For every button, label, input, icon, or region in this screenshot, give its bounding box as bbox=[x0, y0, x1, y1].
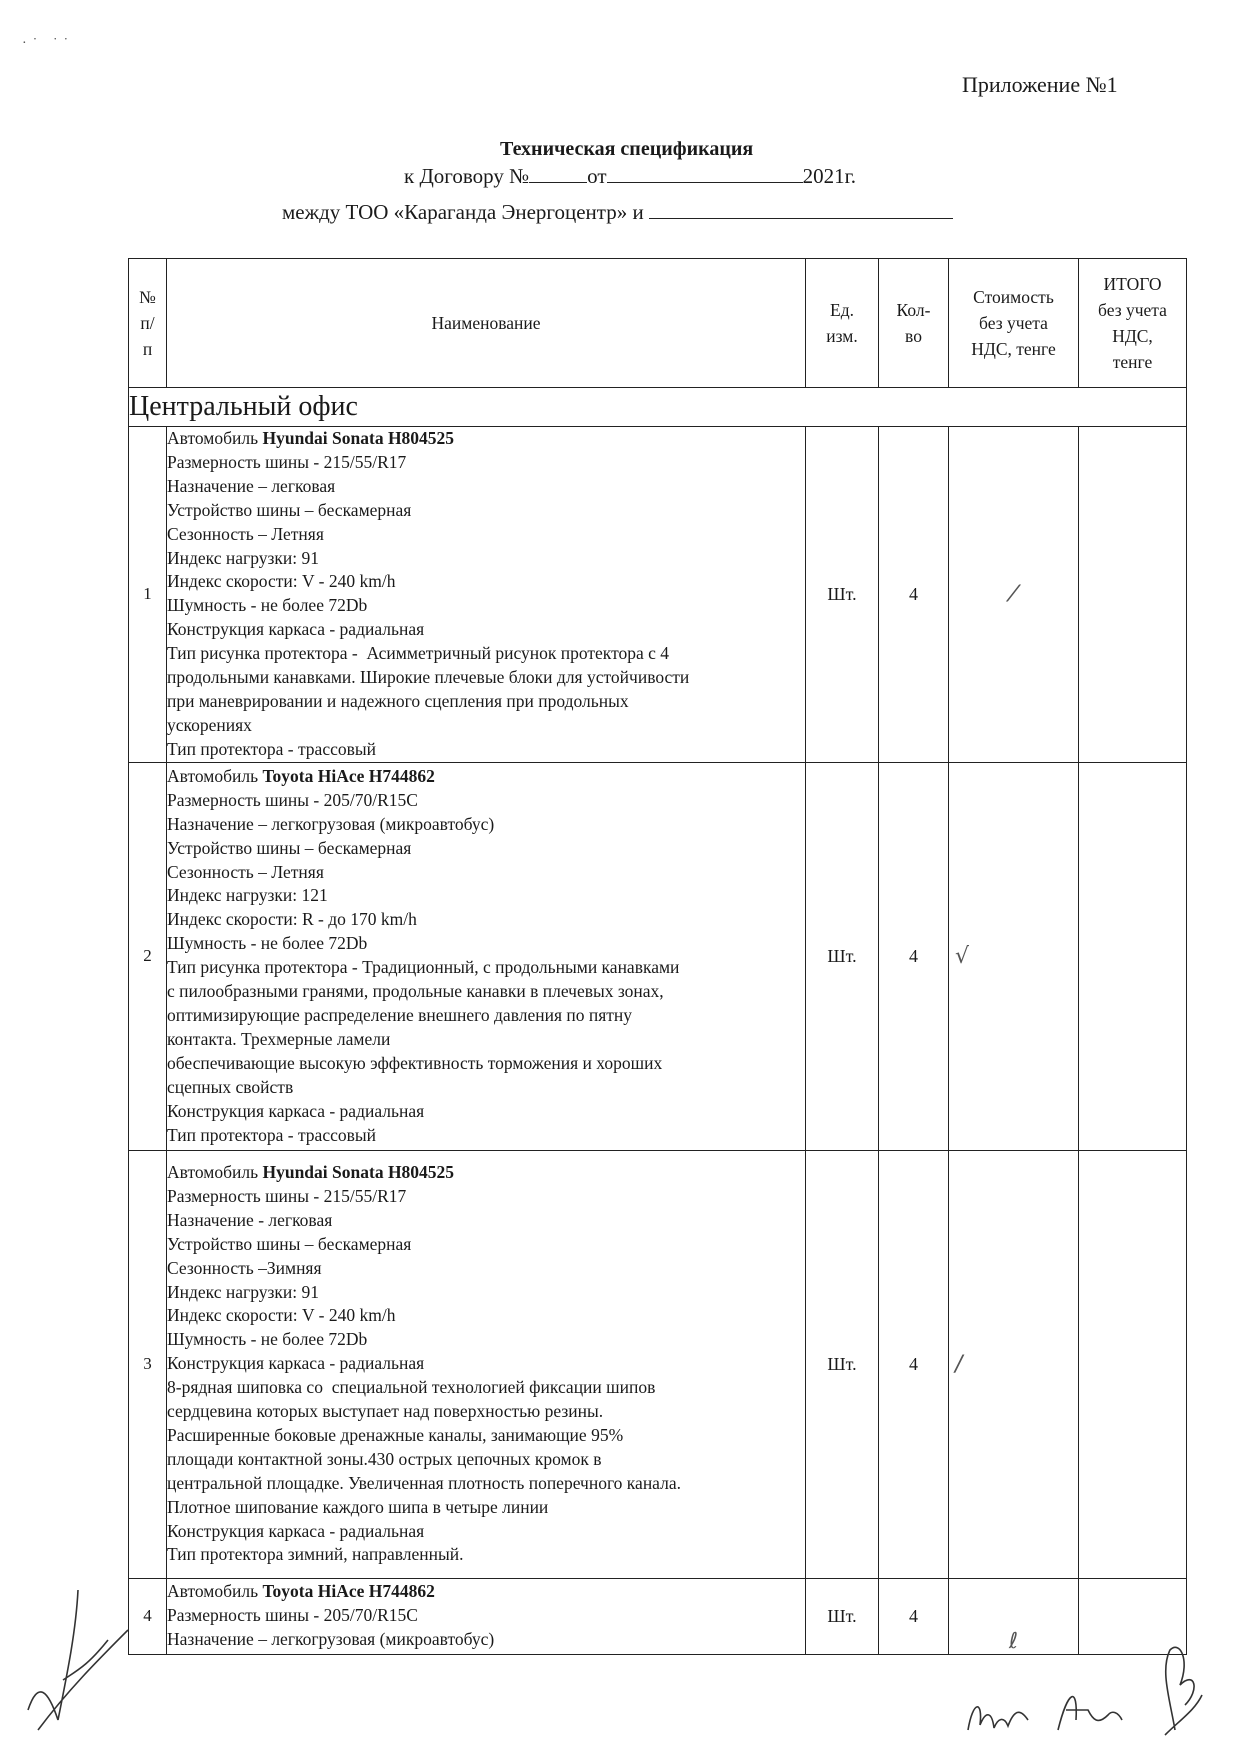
spec-line: Назначение – легкогрузовая (микроавтобус) bbox=[167, 1629, 495, 1650]
spec-line: Тип рисунка протектора - Традиционный, с продольными канавками bbox=[167, 957, 680, 978]
pen-mark-icon: ⁄ bbox=[1011, 581, 1016, 607]
header-total: ИТОГО без учета НДС, тенге bbox=[1079, 259, 1187, 388]
item-unit: Шт. bbox=[806, 1578, 879, 1654]
item-description bbox=[167, 427, 806, 763]
spec-line: Устройство шины – бескамерная bbox=[167, 837, 412, 858]
spec-line: Расширенные боковые дренажные каналы, занимающие 95% bbox=[167, 1424, 624, 1445]
spec-line: Сезонность –Зимняя bbox=[167, 1257, 322, 1278]
parties-line: между ТОО «Караганда Энергоцентр» и bbox=[282, 200, 953, 225]
table-row bbox=[129, 762, 1187, 1150]
spec-line: Размерность шины - 205/70/R15C bbox=[167, 789, 418, 810]
table-row bbox=[129, 1150, 1187, 1578]
spec-line: Устройство шины – бескамерная bbox=[167, 1233, 412, 1254]
header-name: Наименование bbox=[167, 259, 806, 388]
counterparty-blank bbox=[649, 200, 953, 219]
spec-line: Назначение – легкогрузовая (микроавтобус) bbox=[167, 813, 495, 834]
header-cost: Стоимость без учета НДС, тенге bbox=[949, 259, 1079, 388]
item-quantity: 4 bbox=[879, 427, 949, 763]
spec-line: Индекс скорости: V - 240 km/h bbox=[167, 1305, 396, 1326]
item-quantity: 4 bbox=[879, 1578, 949, 1654]
table-row bbox=[129, 427, 1187, 763]
header-num: № п/ п bbox=[129, 259, 167, 388]
contract-number-blank bbox=[529, 164, 587, 183]
spec-line: Индекс нагрузки: 121 bbox=[167, 885, 328, 906]
spec-line: сердцевина которых выступает над поверхностью резины. bbox=[167, 1401, 604, 1422]
spec-line: 8-рядная шиповка со специальной технологией фиксации шипов bbox=[167, 1377, 656, 1398]
spec-line: сцепных свойств bbox=[167, 1076, 294, 1097]
item-total-cell bbox=[1079, 427, 1187, 763]
spec-line: Шумность - не более 72Db bbox=[167, 933, 368, 954]
spec-line: центральной площадке. Увеличенная плотность поперечного канала. bbox=[167, 1472, 681, 1493]
item-title: Автомобиль Hyundai Sonata H804525 bbox=[167, 1161, 455, 1182]
signature-right-2 bbox=[1048, 1680, 1128, 1740]
item-title: Автомобиль Toyota HiAce H744862 bbox=[167, 765, 435, 786]
row-number: 2 bbox=[129, 762, 167, 1150]
item-unit: Шт. bbox=[806, 427, 879, 763]
item-description bbox=[167, 762, 806, 1150]
spec-line: Индекс скорости: R - до 170 km/h bbox=[167, 909, 417, 930]
spec-line: ускорениях bbox=[167, 714, 252, 735]
pen-mark-icon: / bbox=[955, 1351, 963, 1377]
item-total-cell bbox=[1079, 762, 1187, 1150]
item-cost-cell bbox=[949, 762, 1079, 1150]
row-number: 4 bbox=[129, 1578, 167, 1654]
item-quantity: 4 bbox=[879, 762, 949, 1150]
spec-line: Размерность шины - 205/70/R15C bbox=[167, 1605, 418, 1626]
spec-line: Конструкция каркаса - радиальная bbox=[167, 1520, 425, 1541]
item-description bbox=[167, 1578, 806, 1654]
spec-line: Конструкция каркаса - радиальная bbox=[167, 619, 425, 640]
table-row bbox=[129, 1578, 1187, 1654]
spec-line: Сезонность – Летняя bbox=[167, 523, 324, 544]
section-row bbox=[129, 388, 1187, 427]
spec-line: Размерность шины - 215/55/R17 bbox=[167, 1185, 407, 1206]
spec-line: Конструкция каркаса - радиальная bbox=[167, 1353, 425, 1374]
spec-line: Индекс нагрузки: 91 bbox=[167, 547, 319, 568]
appendix-label: Приложение №1 bbox=[962, 72, 1118, 97]
spec-line: Сезонность – Летняя bbox=[167, 861, 324, 882]
document-title: Техническая спецификация bbox=[500, 138, 754, 160]
spec-line: Тип протектора - трассовый bbox=[167, 738, 376, 759]
item-title: Автомобиль Hyundai Sonata H804525 bbox=[167, 428, 455, 448]
spec-line: при маневрировании и надежного сцепления при продольных bbox=[167, 690, 629, 711]
specification-table bbox=[128, 258, 1187, 1655]
header-unit: Ед. изм. bbox=[806, 259, 879, 388]
item-quantity: 4 bbox=[879, 1150, 949, 1578]
item-description bbox=[167, 1150, 806, 1578]
spec-line: с пилообразными гранями, продольные канавки в плечевых зонах, bbox=[167, 981, 664, 1002]
scan-specks: ·˙ ˙˙ bbox=[22, 36, 75, 51]
spec-line: Устройство шины – бескамерная bbox=[167, 499, 412, 520]
item-cost-cell bbox=[949, 1150, 1079, 1578]
item-cost-cell bbox=[949, 1578, 1079, 1654]
spec-line: Назначение – легковая bbox=[167, 475, 336, 496]
spec-line: площади контактной зоны.430 острых цепочных кромок в bbox=[167, 1448, 602, 1469]
row-number: 3 bbox=[129, 1150, 167, 1578]
section-title: Центральный офис bbox=[129, 388, 1187, 427]
item-unit: Шт. bbox=[806, 1150, 879, 1578]
row-number: 1 bbox=[129, 427, 167, 763]
spec-line: Тип протектора зимний, направленный. bbox=[167, 1544, 464, 1565]
spec-line: Назначение - легковая bbox=[167, 1209, 333, 1230]
spec-line: Шумность - не более 72Db bbox=[167, 1329, 368, 1350]
signature-right-3 bbox=[1140, 1640, 1210, 1740]
item-unit: Шт. bbox=[806, 762, 879, 1150]
spec-line: обеспечивающие высокую эффективность торможения и хороших bbox=[167, 1052, 663, 1073]
spec-line: Размерность шины - 215/55/R17 bbox=[167, 451, 407, 472]
spec-line: контакта. Трехмерные ламели bbox=[167, 1028, 391, 1049]
pen-mark-icon: ℓ bbox=[1008, 1628, 1019, 1654]
signature-right-1 bbox=[958, 1690, 1038, 1740]
header-qty: Кол-во bbox=[879, 259, 949, 388]
spec-line: Тип рисунка протектора - Асимметричный рисунок протектора с 4 bbox=[167, 643, 670, 664]
spec-line: продольными канавками. Широкие плечевые блоки для устойчивости bbox=[167, 667, 690, 688]
item-cost-cell bbox=[949, 427, 1079, 763]
spec-line: оптимизирующие распределение внешнего давления по пятну bbox=[167, 1005, 633, 1025]
contract-line: к Договору № от 2021г. bbox=[404, 164, 857, 188]
pen-mark-icon: √ bbox=[955, 943, 970, 969]
spec-line: Плотное шипование каждого шипа в четыре линии bbox=[167, 1496, 549, 1517]
spec-line: Индекс скорости: V - 240 km/h bbox=[167, 571, 396, 592]
signature-left bbox=[18, 1570, 138, 1740]
spec-line: Конструкция каркаса - радиальная bbox=[167, 1100, 425, 1121]
item-total-cell bbox=[1079, 1150, 1187, 1578]
contract-date-blank bbox=[607, 164, 803, 183]
spec-line: Тип протектора - трассовый bbox=[167, 1124, 376, 1145]
item-title: Автомобиль Toyota HiAce H744862 bbox=[167, 1581, 435, 1602]
spec-line: Шумность - не более 72Db bbox=[167, 595, 368, 616]
spec-line: Индекс нагрузки: 91 bbox=[167, 1281, 319, 1302]
table-header-row bbox=[129, 259, 1187, 388]
